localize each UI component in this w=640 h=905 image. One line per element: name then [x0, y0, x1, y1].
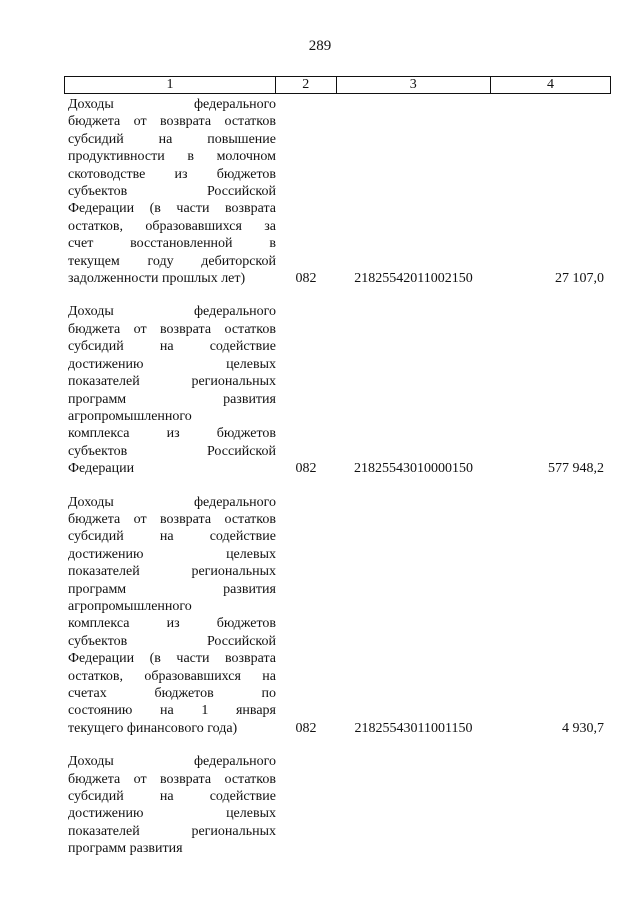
table-body [64, 96, 611, 874]
row-budget-code: 21825543011001150 [354, 720, 473, 736]
description-line: субсидий на содействие [68, 529, 276, 545]
description-line: текущем году дебиторской [68, 253, 276, 269]
description-line: комплекса из бюджетов [68, 426, 276, 442]
row-budget-code: 21825543010000150 [354, 461, 473, 477]
column-header-1: 1 [65, 77, 276, 94]
row-admin-code: 082 [295, 271, 317, 287]
description-line: Доходы федерального [68, 494, 276, 510]
description-line: показателей региональных [68, 823, 276, 839]
description-line: остатков, образовавшихся на [68, 668, 276, 684]
description-line: показателей региональных [68, 374, 276, 390]
column-header-2: 2 [276, 77, 336, 94]
description-line: достижению целевых [68, 546, 276, 562]
column-header-row [65, 77, 611, 94]
description-line: Доходы федерального [68, 754, 276, 770]
description-line: Федерации [68, 461, 135, 477]
row-amount: 27 107,0 [555, 271, 604, 287]
description-line: бюджета от возврата остатков [68, 511, 276, 527]
description-line: программ развития [68, 841, 183, 857]
column-header-table [64, 76, 611, 94]
description-line: скотоводстве из бюджетов [68, 166, 276, 182]
row-budget-code: 21825542011002150 [354, 271, 473, 287]
description-line: субъектов Российской [68, 443, 276, 459]
description-line: субъектов Российской [68, 633, 276, 649]
description-line: субсидий на содействие [68, 789, 276, 805]
column-header-3: 3 [336, 77, 491, 94]
row-description [64, 96, 276, 287]
description-line: счетах бюджетов по [68, 686, 276, 701]
row-description [64, 303, 276, 477]
description-line: достижению целевых [68, 806, 276, 822]
page-number: 289 [308, 38, 332, 54]
description-line: достижению целевых [68, 356, 276, 372]
column-header-4: 4 [491, 77, 611, 94]
table-row [64, 96, 611, 287]
description-line: бюджета от возврата остатков [68, 114, 276, 130]
description-line: Федерации (в части возврата [68, 651, 276, 667]
row-admin-code: 082 [295, 720, 317, 736]
description-line: Федерации (в части возврата [68, 201, 276, 217]
description-line: текущего финансового года) [68, 720, 238, 736]
row-amount: 577 948,2 [548, 461, 604, 477]
row-amount: 4 930,7 [562, 720, 604, 736]
description-line: задолженности прошлых лет) [68, 271, 246, 287]
description-line: субъектов Российской [68, 184, 276, 200]
description-line: агропромышленного [68, 598, 192, 614]
description-line: субсидий на содействие [68, 339, 276, 355]
description-line: остатков, образовавшихся за [68, 218, 276, 234]
description-line: Доходы федерального [68, 97, 276, 112]
description-line: программ развития [68, 391, 276, 407]
description-line: агропромышленного [68, 408, 192, 424]
description-line: бюджета от возврата остатков [68, 321, 276, 337]
description-line: бюджета от возврата остатков [68, 771, 276, 787]
table-row [64, 303, 611, 477]
description-line: состоянию на 1 января [68, 703, 276, 719]
row-description [64, 494, 276, 738]
description-line: счет восстановленной в [68, 236, 276, 252]
description-line: субсидий на повышение [68, 131, 276, 147]
table-row [64, 753, 611, 857]
description-line: комплекса из бюджетов [68, 616, 276, 632]
description-line: показателей региональных [68, 564, 276, 580]
table-row [64, 494, 611, 738]
description-line: программ развития [68, 581, 276, 597]
row-description [64, 753, 276, 857]
row-admin-code: 082 [295, 461, 317, 477]
description-line: Доходы федерального [68, 304, 276, 320]
description-line: продуктивности в молочном [68, 149, 276, 165]
